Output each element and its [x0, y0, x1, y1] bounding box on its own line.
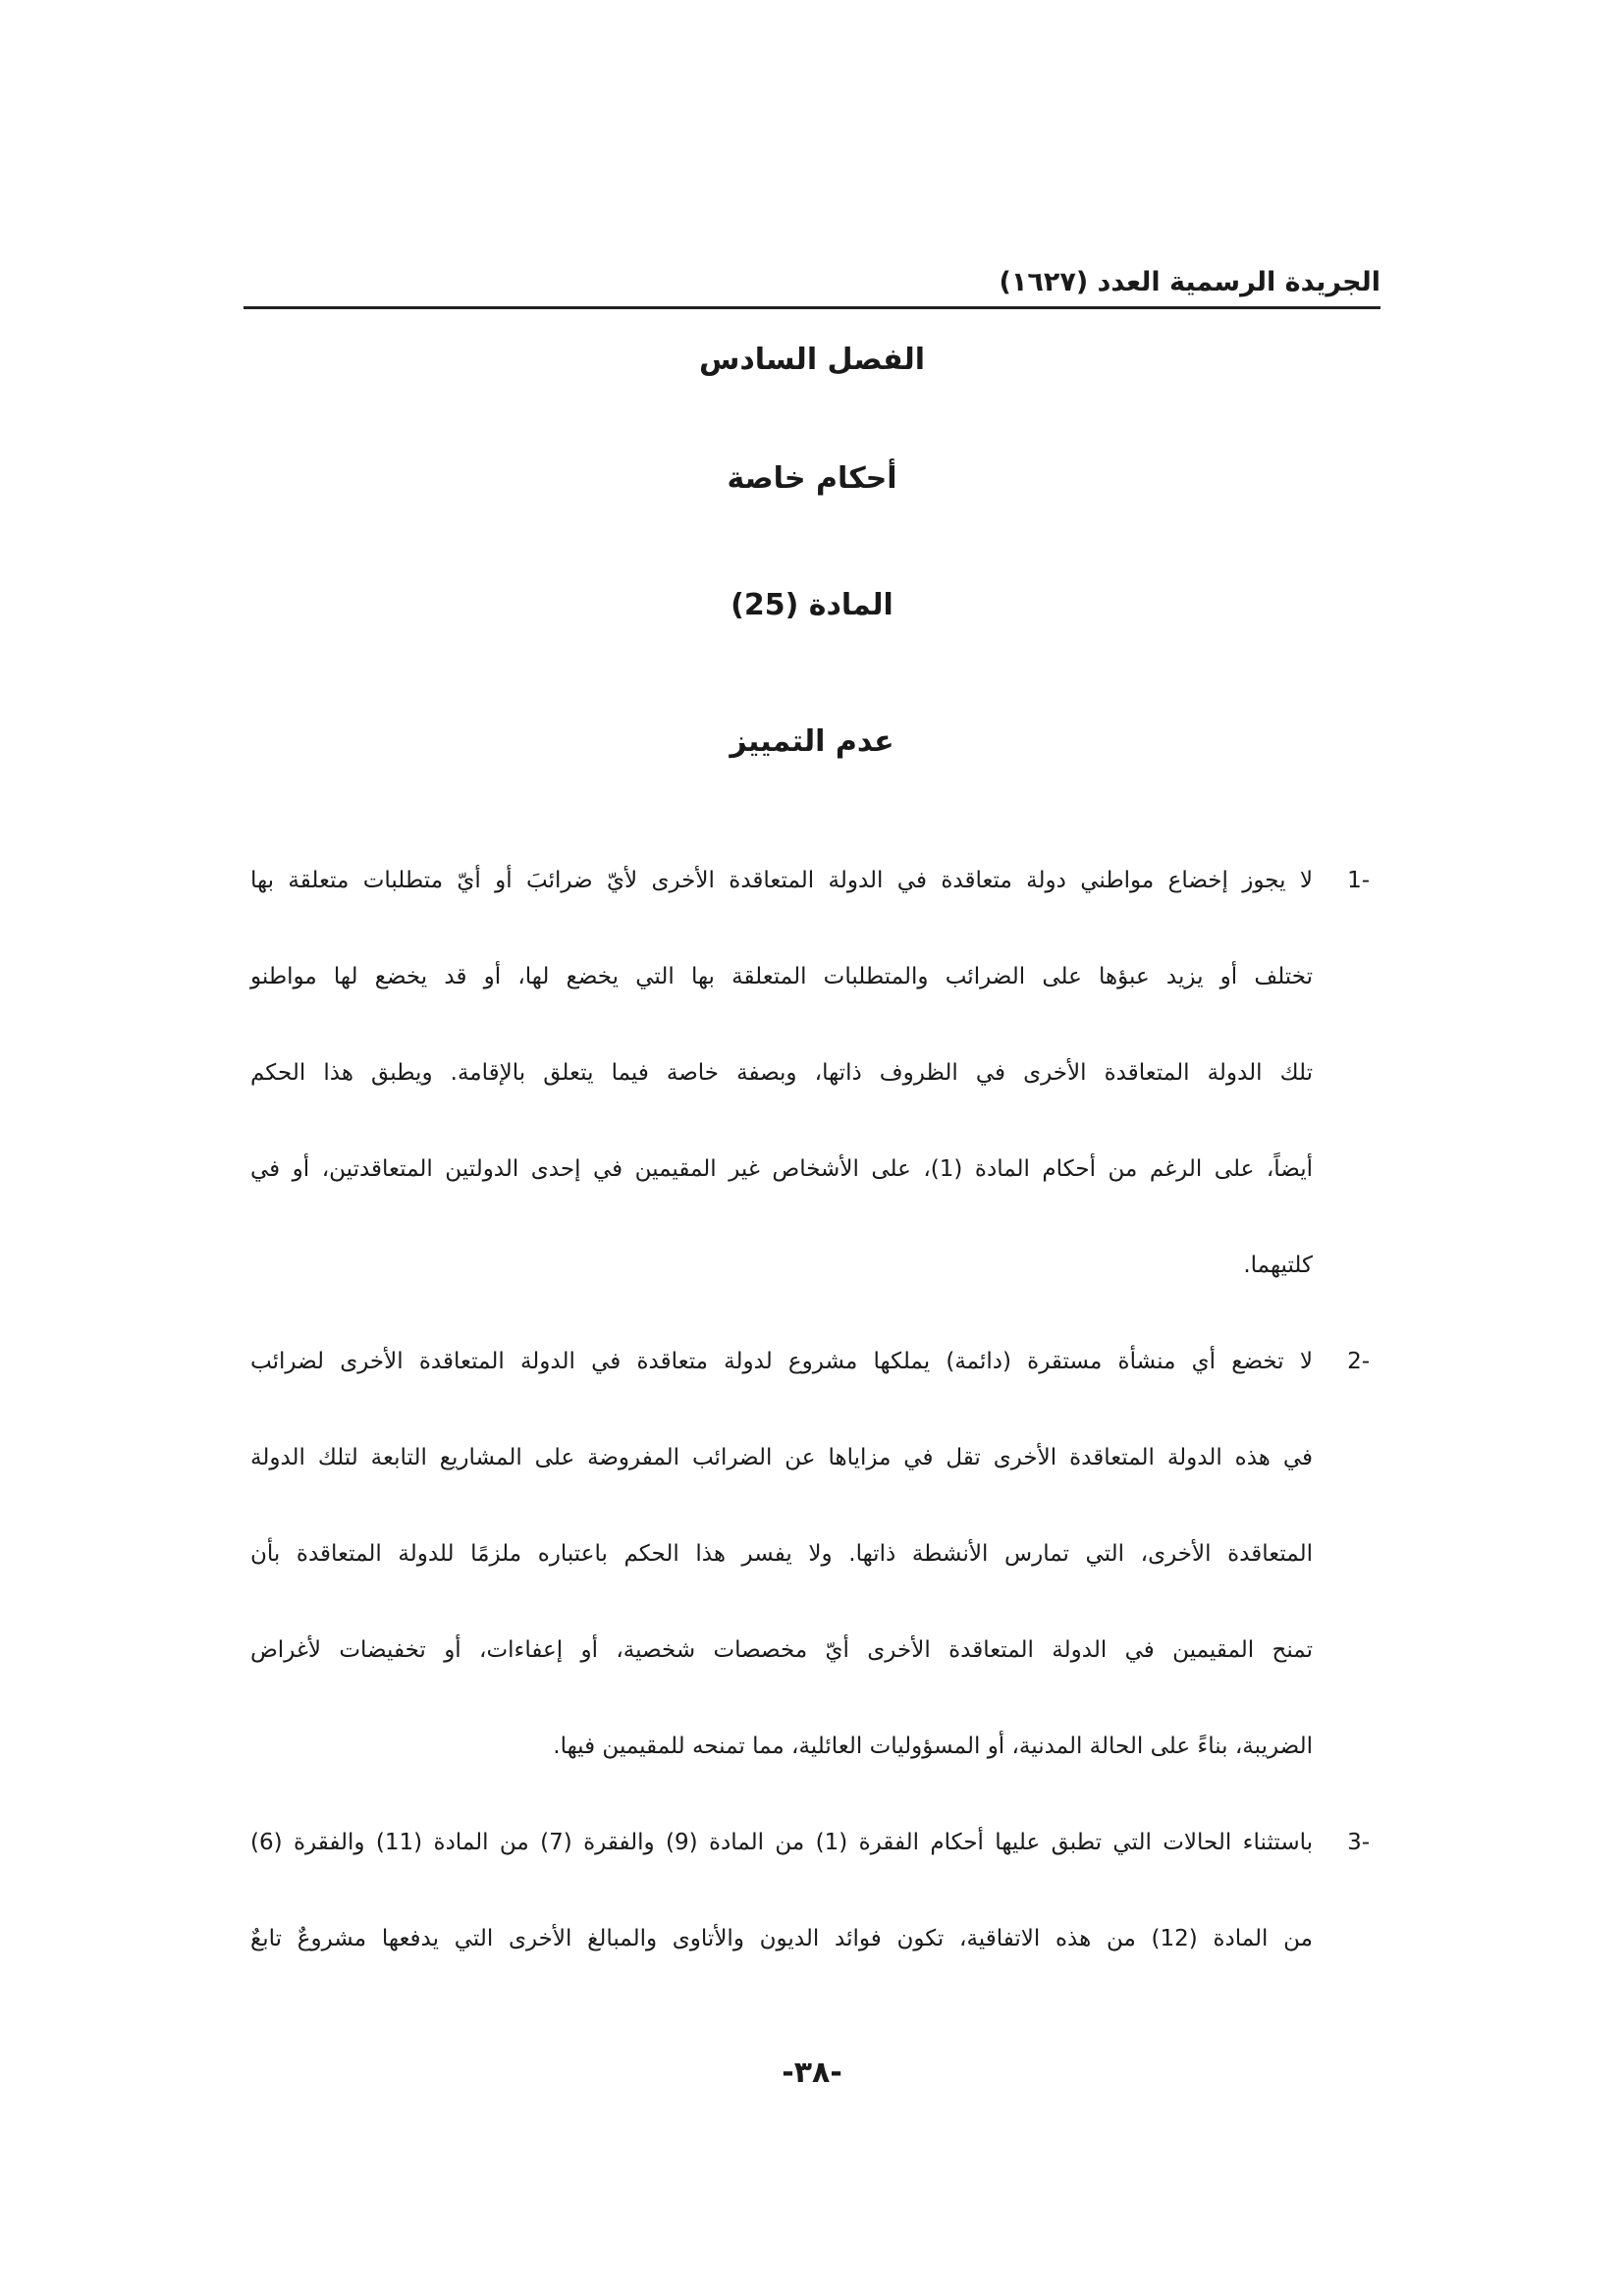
paragraph-line: لا يجوز إخضاع مواطني دولة متعاقدة في الدولة المتعاقدة الأخرى لأيّ ضرائبَ أو أيّ متطلبات متعلقة بها	[250, 868, 1313, 893]
header-divider	[244, 306, 1380, 309]
page-header	[244, 263, 1380, 306]
paragraph-number: 1-	[1347, 868, 1370, 893]
paragraph-line: كلتيهما.	[1243, 1253, 1313, 1278]
gazette-header-title: الجريدة الرسمية العدد (١٦٢٧)	[999, 267, 1380, 297]
article-body	[250, 832, 1370, 1987]
paragraph-line: من المادة (12) من هذه الاتفاقية، تكون فوائد الديون والأتاوى والمبالغ الأخرى التي يدفعها مشروعٌ تابعٌ	[250, 1926, 1313, 1951]
paragraph-1	[250, 832, 1370, 1313]
page-number: -٣٨-	[782, 2056, 842, 2090]
article-title: عدم التمييز	[730, 724, 894, 759]
paragraph-3	[250, 1794, 1370, 1987]
section-subtitle: أحكام خاصة	[727, 461, 897, 496]
chapter-heading: الفصل السادس	[698, 343, 926, 377]
paragraph-line: تختلف أو يزيد عبؤها على الضرائب والمتطلبات المتعلقة بها التي يخضع لها، أو قد يخضع لها مواطنو	[250, 964, 1313, 989]
article-heading: المادة (25)	[731, 588, 893, 622]
paragraph-line: باستثناء الحالات التي تطبق عليها أحكام الفقرة (1) من المادة (9) والفقرة (7) من المادة (11) والفقرة (6)	[250, 1830, 1313, 1855]
paragraph-line: لا تخضع أي منشأة مستقرة (دائمة) يملكها مشروع لدولة متعاقدة في الدولة المتعاقدة الأخرى لضرائب	[250, 1349, 1313, 1374]
paragraph-2	[250, 1313, 1370, 1794]
paragraph-line: في هذه الدولة المتعاقدة الأخرى تقل في مزاياها عن الضرائب المفروضة على المشاريع التابعة لتلك الدولة	[250, 1445, 1313, 1470]
paragraph-line: أيضاً، على الرغم من أحكام المادة (1)، على الأشخاص غير المقيمين في إحدى الدولتين المتعاقدتين، أو في	[250, 1156, 1313, 1182]
paragraph-number: 2-	[1347, 1349, 1370, 1374]
paragraph-line: الضريبة، بناءً على الحالة المدنية، أو المسؤوليات العائلية، مما تمنحه للمقيمين فيها.	[553, 1734, 1313, 1759]
paragraph-line: تمنح المقيمين في الدولة المتعاقدة الأخرى أيّ مخصصات شخصية، أو إعفاءات، أو تخفيضات لأغراض	[250, 1637, 1313, 1663]
paragraph-line: المتعاقدة الأخرى، التي تمارس الأنشطة ذاتها. ولا يفسر هذا الحكم باعتباره ملزمًا للدولة المتعاقدة بأن	[250, 1541, 1313, 1567]
paragraph-number: 3-	[1347, 1830, 1370, 1855]
paragraph-line: تلك الدولة المتعاقدة الأخرى في الظروف ذاتها، وبصفة خاصة فيما يتعلق بالإقامة. ويطبق هذا الحكم	[250, 1060, 1313, 1086]
